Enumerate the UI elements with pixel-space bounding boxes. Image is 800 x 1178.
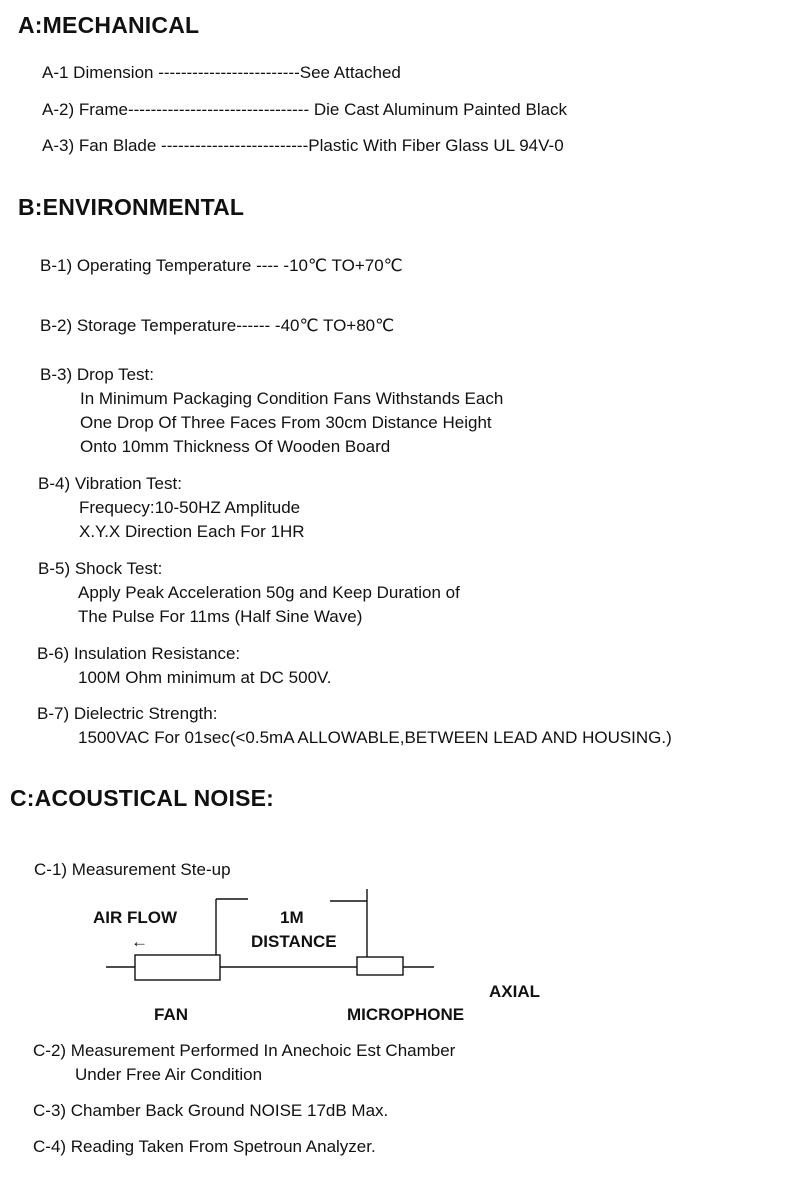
microphone-box bbox=[357, 957, 403, 975]
spec-b4-title: B-4) Vibration Test: bbox=[38, 474, 182, 493]
spec-a2-frame: A-2) Frame-------------------------------- Die Cast Aluminum Painted Black bbox=[42, 100, 568, 119]
section-a-heading: A:MECHANICAL bbox=[18, 12, 200, 38]
spec-b7-title: B-7) Dielectric Strength: bbox=[37, 704, 218, 723]
fan-box bbox=[135, 955, 220, 980]
spec-b5-line: Apply Peak Acceleration 50g and Keep Duration of bbox=[78, 583, 460, 602]
spec-a3-fan-blade: A-3) Fan Blade --------------------------Plastic With Fiber Glass UL 94V-0 bbox=[42, 136, 564, 155]
spec-a1-dimension: A-1 Dimension -------------------------See Attached bbox=[42, 63, 401, 82]
spec-b6-line: 100M Ohm minimum at DC 500V. bbox=[78, 668, 332, 687]
spec-b3-line: In Minimum Packaging Condition Fans Withstands Each bbox=[80, 389, 504, 408]
spec-c2-line: Under Free Air Condition bbox=[75, 1065, 263, 1084]
fan-label: FAN bbox=[154, 1005, 188, 1024]
spec-c3: C-3) Chamber Back Ground NOISE 17dB Max. bbox=[33, 1101, 389, 1120]
distance-label: DISTANCE bbox=[251, 932, 337, 951]
spec-b4-line: X.Y.X Direction Each For 1HR bbox=[79, 522, 305, 541]
spec-c1-title: C-1) Measurement Ste-up bbox=[34, 860, 231, 879]
spec-b1-operating-temp: B-1) Operating Temperature ---- -10℃ TO+70℃ bbox=[40, 256, 403, 275]
spec-b4-line: Frequecy:10-50HZ Amplitude bbox=[79, 498, 301, 517]
spec-b3-line: One Drop Of Three Faces From 30cm Distance Height bbox=[80, 413, 492, 432]
air-flow-label: AIR FLOW bbox=[93, 908, 178, 927]
microphone-label: MICROPHONE bbox=[347, 1005, 465, 1024]
left-arrow-icon: ← bbox=[131, 932, 148, 951]
spec-c2-title: C-2) Measurement Performed In Anechoic Est Chamber bbox=[33, 1041, 456, 1060]
axial-label: AXIAL bbox=[489, 982, 540, 1001]
section-b-heading: B:ENVIRONMENTAL bbox=[18, 194, 245, 220]
spec-b5-title: B-5) Shock Test: bbox=[38, 559, 163, 578]
section-c-heading: C:ACOUSTICAL NOISE: bbox=[10, 785, 275, 811]
spec-b7-line: 1500VAC For 01sec(<0.5mA ALLOWABLE,BETWEEN LEAD AND HOUSING.) bbox=[78, 728, 672, 747]
spec-b2-storage-temp: B-2) Storage Temperature------ -40℃ TO+80℃ bbox=[40, 316, 395, 335]
spec-c4: C-4) Reading Taken From Spetroun Analyzer. bbox=[33, 1137, 376, 1156]
spec-b5-line: The Pulse For 11ms (Half Sine Wave) bbox=[78, 607, 363, 626]
spec-b3-title: B-3) Drop Test: bbox=[40, 365, 155, 384]
spec-b6-title: B-6) Insulation Resistance: bbox=[37, 644, 241, 663]
distance-value-label: 1M bbox=[280, 908, 304, 927]
spec-b3-line: Onto 10mm Thickness Of Wooden Board bbox=[80, 437, 391, 456]
